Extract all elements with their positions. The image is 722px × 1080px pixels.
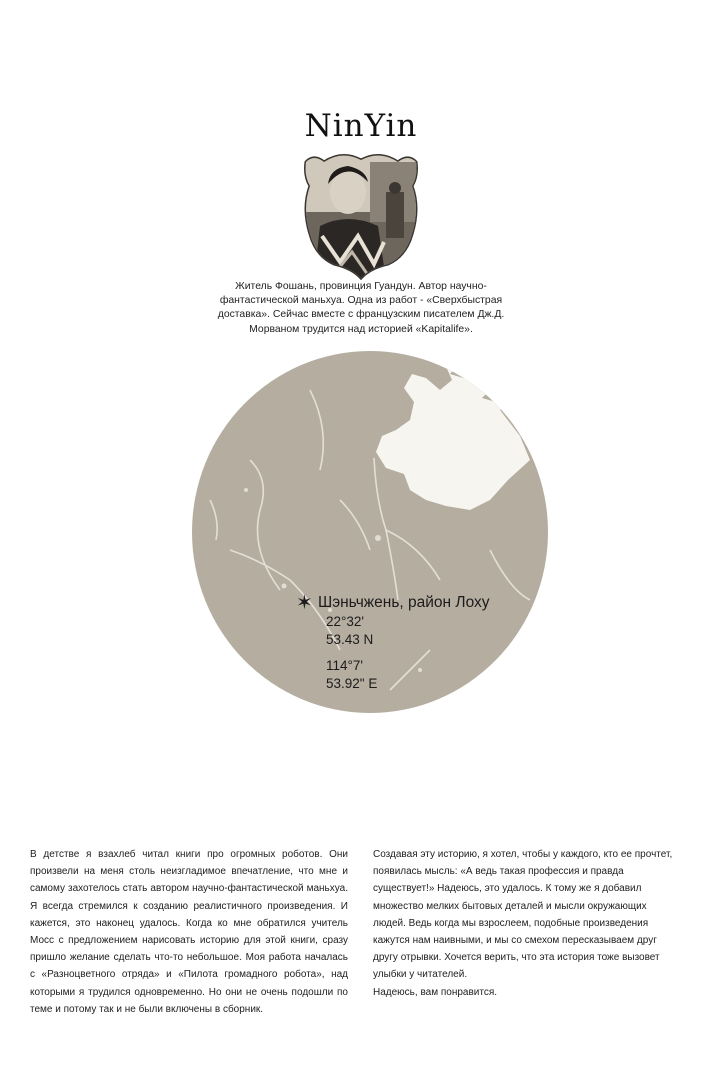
location-marker-icon: ✶ (296, 592, 313, 614)
right-paragraph-2: Надеюсь, вам понравится. (373, 986, 498, 998)
left-paragraph: В детстве я взахлеб читал книги про огромных роботов. Они произвели на меня столь неизгладимое впечатление, что мне и самому захотелось стать автором научно-фантастической маньхуа. Я всегда стремился к созданию реалистичного произведения. И кажется, это наконец удалось. Когда ко мне обратился учитель Мосс с предложением нарисовать историю для этой книги, сразу пришло желание сделать что-то небольшое. Моя работа началась с «Разноцветного отряда» и «Пилота громадного робота», над которыми я трудился одновременно. Но они не очень подошли по теме и потому так и не были включены в сборник. (30, 849, 348, 1015)
text-column-right (373, 846, 679, 1001)
latitude-seconds: 53.43 N (326, 632, 374, 647)
location-name: Шэньчжень, район Лоху (318, 594, 490, 611)
location-map (190, 350, 550, 715)
author-portrait (300, 152, 422, 280)
right-paragraph-1: Создавая эту историю, я хотел, чтобы у каждого, кто ее прочтет, появилась мысль: «А ведь такая профессия и правда существует!» Надеюсь, это удалось. К тому же я добавил множество мелких бытовых деталей и мысли окружающих людей. Ведь когда мы взрослеем, подобные произведения кажутся нам наивными, и мы со смехом пересказываем друг другу отрывки. Хочется верить, что эта история тоже вызовет улыбки у читателей. (373, 849, 673, 981)
longitude-degrees: 114°7' (326, 658, 364, 673)
author-bio: Житель Фошань, провинция Гуандун. Автор научно-фантастической маньхуа. Одна из работ - «Сверхбыстрая доставка». Сейчас вместе с французским писателем Дж.Д. Морваном трудится над историей «Kapitalife». (217, 281, 505, 335)
text-column-left (30, 846, 348, 1018)
longitude-seconds: 53.92" E (326, 676, 378, 691)
author-name: NinYin (304, 108, 418, 144)
latitude-degrees: 22°32' (326, 614, 365, 629)
